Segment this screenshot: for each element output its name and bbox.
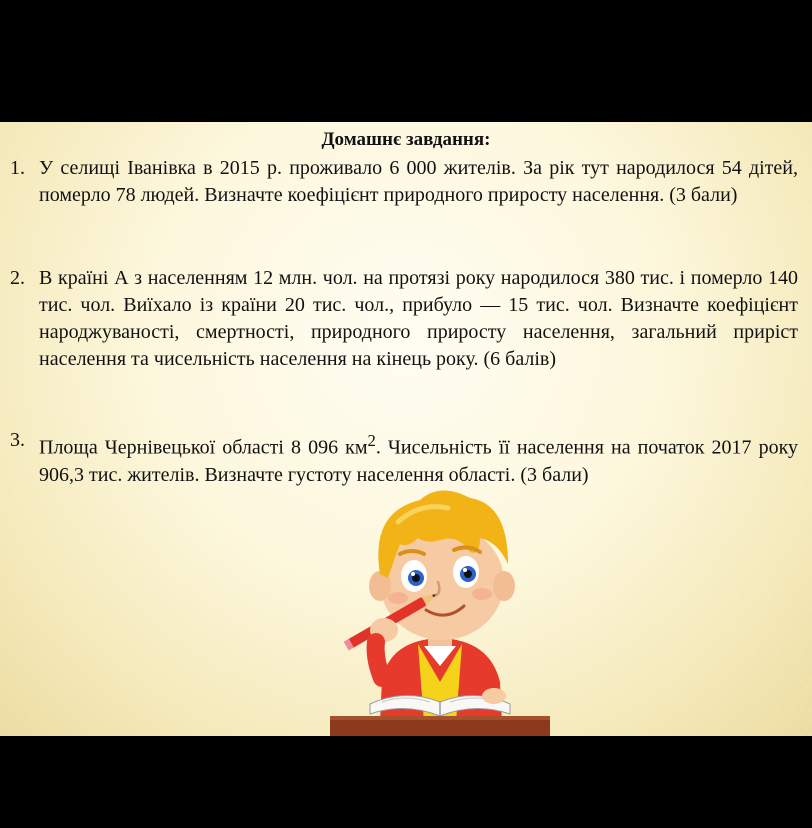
slide [0, 122, 812, 736]
task-number: 3. [10, 429, 25, 451]
task-text: У селищі Іванівка в 2015 р. проживало 6 000 жителів. За рік тут народилося 54 дітей, померло 78 людей. Визначте коефіцієнт природного приросту населення. (3 бали) [39, 157, 798, 206]
task-3 [10, 427, 798, 489]
boy-reading-illustration [330, 482, 550, 736]
homework-title: Домашнє завдання: [321, 129, 491, 150]
task-number: 2. [10, 267, 25, 289]
task-text [39, 427, 798, 489]
task-text-part: Площа Чернівецької області 8 096 км [39, 436, 368, 459]
task-number: 1. [10, 157, 25, 179]
superscript: 2 [367, 431, 376, 450]
task-text: В країні А з населенням 12 млн. чол. на протязі року народилося 380 тис. і померло 140 тис. чол. Виїхало із країни 20 тис. чол., прибуло — 15 тис. чол. Визначте коефіцієнт народжуваності, смертності, природного приросту населення, загальний приріст населення та чисельність населення на кінець року. (6 балів) [39, 267, 798, 370]
task-2 [10, 265, 798, 373]
task-1 [10, 155, 798, 209]
task-text-part: . Чисельність її населення на початок 2017 року 906,3 тис. жителів. Визначте густоту населення області. (3 бали) [39, 436, 799, 486]
